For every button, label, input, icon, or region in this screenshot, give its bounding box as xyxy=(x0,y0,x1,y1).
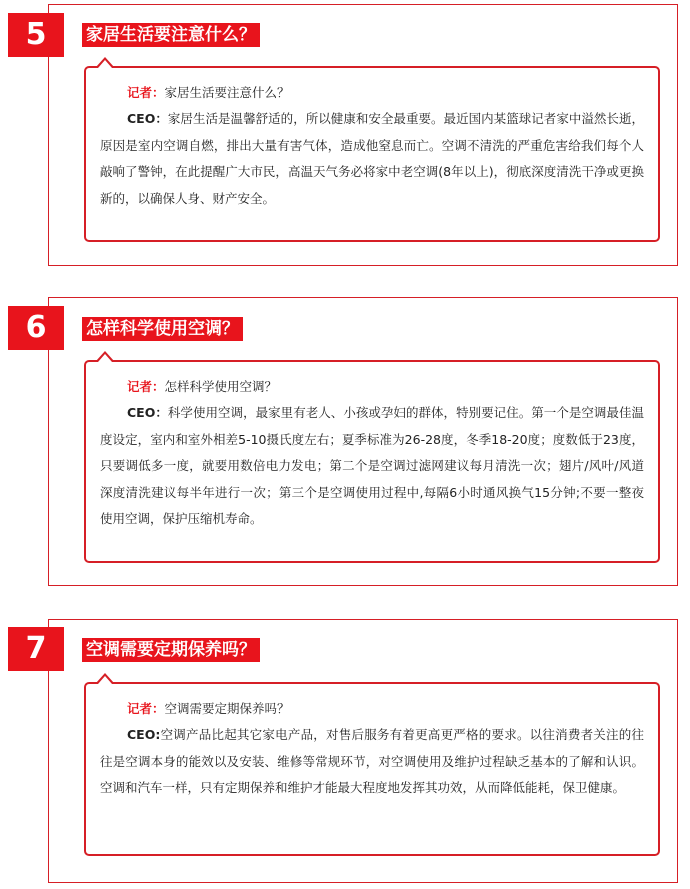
qa-box xyxy=(84,682,660,856)
ceo-label: CEO： xyxy=(127,405,168,420)
question-line xyxy=(100,696,644,722)
answer-paragraph xyxy=(100,400,644,533)
answer-paragraph xyxy=(100,106,644,212)
ceo-label: CEO: xyxy=(127,727,161,742)
question-line xyxy=(100,80,644,106)
section-title: 家居生活要注意什么？ xyxy=(82,23,260,47)
question-line xyxy=(100,374,644,400)
reporter-label: 记者： xyxy=(127,701,165,716)
ceo-label: CEO： xyxy=(127,111,168,126)
section-number: 7 xyxy=(8,627,64,671)
section-number: 6 xyxy=(8,306,64,350)
question-text: 家居生活要注意什么？ xyxy=(164,85,290,100)
answer-text: 科学使用空调，最家里有老人、小孩或孕妇的群体，特别要记住。第一个是空调最佳温度设定，室内和室外相差5-10摄氏度左右；夏季标准为26-28度，冬季18-20度；度数低于23度，只要调低多一度，就要用数倍电力发电；第二个是空调过滤网建议每月清洗一次；翅片/风叶/风道深度清洗建议每半年进行一次；第三个是空调使用过程中,每隔6小时通风换气15分钟;不要一整夜使用空调，保护压缩机寿命。 xyxy=(100,405,644,526)
reporter-label: 记者： xyxy=(127,85,165,100)
qa-box xyxy=(84,66,660,242)
question-text: 空调需要定期保养吗？ xyxy=(164,701,290,716)
section-title: 空调需要定期保养吗？ xyxy=(82,638,260,662)
section-title: 怎样科学使用空调？ xyxy=(82,317,243,341)
answer-text: 空调产品比起其它家电产品，对售后服务有着更高更严格的要求。以往消费者关注的往往是空调本身的能效以及安装、维修等常规环节，对空调使用及维护过程缺乏基本的了解和认识。空调和汽车一样，只有定期保养和维护才能最大程度地发挥其功效，从而降低能耗，保卫健康。 xyxy=(100,727,644,795)
answer-text: 家居生活是温馨舒适的，所以健康和安全最重要。最近国内某篮球记者家中溢然长逝，原因是室内空调自燃，排出大量有害气体，造成他窒息而亡。空调不清洗的严重危害给我们每个人敲响了警钟，在此提醒广大市民，高温天气务必将家中老空调(8年以上)，彻底深度清洗干净或更换新的，以确保人身、财产安全。 xyxy=(100,111,644,206)
qa-box xyxy=(84,360,660,563)
section-number: 5 xyxy=(8,13,64,57)
reporter-label: 记者： xyxy=(127,379,165,394)
question-text: 怎样科学使用空调？ xyxy=(164,379,278,394)
callout-pointer xyxy=(96,57,114,67)
callout-pointer xyxy=(96,673,114,683)
callout-pointer xyxy=(96,351,114,361)
answer-paragraph xyxy=(100,722,644,802)
